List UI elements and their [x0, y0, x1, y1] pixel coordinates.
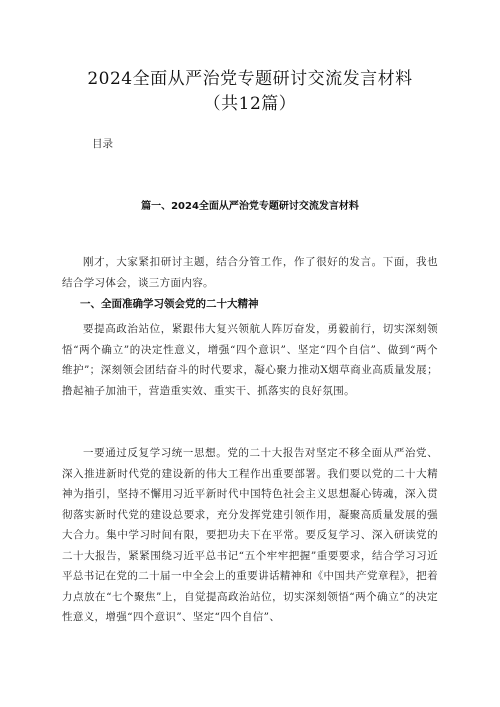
- toc-label[interactable]: 目录: [92, 138, 113, 150]
- paragraph: 要提高政治站位，紧跟伟大复兴领航人阵厉奋发，勇毅前行，切实深刻领悟“两个确立”的决定性意义，增强“四个意识”、坚定“四个自信”、做到“两个维护”；深刻领会团结奋斗的时代要求，凝心聚力推动X烟草商业高质量发展；撸起袖子加油干，营造重实效、重实干、抓落实的良好氛围。: [62, 323, 438, 397]
- document-subtitle: （共12篇）: [203, 94, 297, 114]
- body-paragraph: [62, 319, 438, 401]
- section-heading: 一、全面准确学习领会党的二十大精神: [80, 298, 259, 310]
- article-title: 篇一、2024全面从严治党专题研讨交流发言材料: [141, 201, 359, 212]
- body-paragraph: [62, 443, 438, 628]
- document-title: 2024全面从严治党专题研讨交流发言材料: [87, 69, 413, 89]
- paragraph: 一要通过反复学习统一思想。党的二十大报告对坚定不移全面从严治党、深入推进新时代党的建设新的伟大工程作出重要部署。我们要以党的二十大精神为指引，坚持不懈用习近平新时代中国特色社会主义思想凝心铸魂，深入贯彻落实新时代党的建设总要求，充分发挥党建引领作用，凝聚高质量发展的强大合力。集中学习时间有限，要把功夫下在平常。要反复学习、深入研读党的二十大报告，紧紧围绕习近平总书记“五个牢牢把握”重要要求，结合学习习近平总书记在党的二十届一中全会上的重要讲话精神和《中国共产党章程》，把着力点放在“七个聚焦”上，自觉提高政治站位，切实深刻领悟“两个确立”的决定性意义，增强“四个意识”、坚定“四个自信”、: [62, 447, 438, 623]
- intro-paragraph: [62, 252, 438, 293]
- paragraph: 刚才，大家紧扣研讨主题，结合分管工作，作了很好的发言。下面，我也结合学习体会，谈三方面内容。: [62, 256, 438, 289]
